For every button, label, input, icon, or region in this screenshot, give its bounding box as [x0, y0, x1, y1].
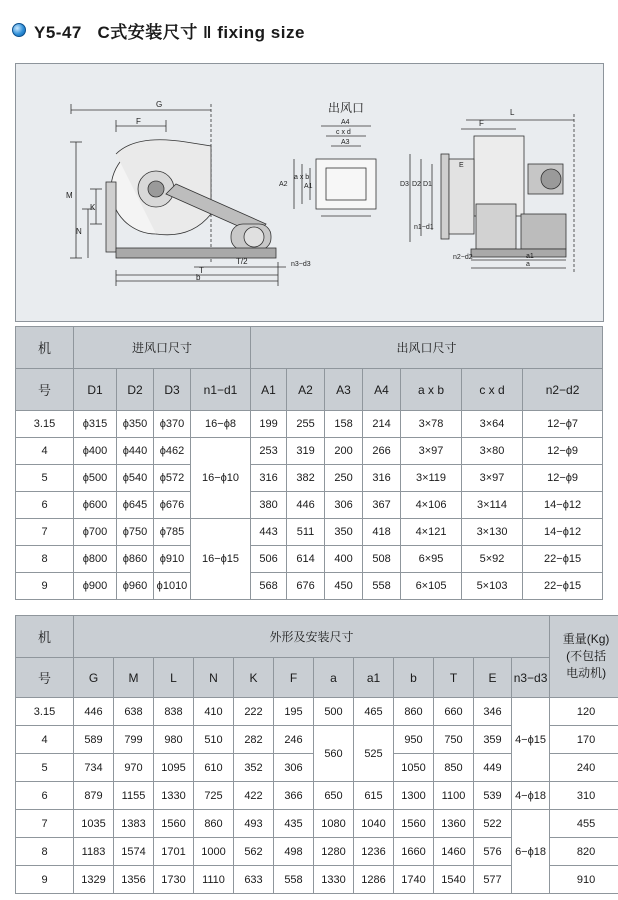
page-title: Y5-47 C式安装尺寸 ‖ fixing size — [34, 22, 305, 42]
cell-A3: 450 — [325, 573, 363, 600]
header-a: a — [314, 658, 354, 698]
header-a1: a1 — [354, 658, 394, 698]
cell-A3: 200 — [325, 438, 363, 465]
cell-no: 7 — [16, 810, 74, 838]
cell-b: 1560 — [394, 810, 434, 838]
dim-G-label: G — [156, 100, 163, 109]
dim-L-label: L — [510, 108, 515, 117]
cell-cxd: 5×103 — [462, 573, 523, 600]
cell-F: 558 — [274, 866, 314, 894]
cell-n2d2: 14−ϕ12 — [523, 519, 603, 546]
cell-D3: ϕ572 — [154, 465, 191, 492]
table-row — [16, 519, 603, 546]
cell-A3: 400 — [325, 546, 363, 573]
cell-no: 9 — [16, 866, 74, 894]
cell-cxd: 3×64 — [462, 411, 523, 438]
cell-A2: 614 — [287, 546, 325, 573]
table-row — [16, 573, 603, 600]
header-G: G — [74, 658, 114, 698]
cell-n2d2: 12−ϕ7 — [523, 411, 603, 438]
overall-installation-dimensions-table — [15, 615, 618, 894]
cell-K: 222 — [234, 698, 274, 726]
cell-weight: 910 — [550, 866, 618, 894]
cell-K: 352 — [234, 754, 274, 782]
dim-D2-label: D2 — [412, 181, 421, 188]
dim-b-label: b — [196, 273, 201, 282]
cell-a: 1280 — [314, 838, 354, 866]
cell-D1: ϕ800 — [74, 546, 117, 573]
cell-D3: ϕ910 — [154, 546, 191, 573]
cell-M: 970 — [114, 754, 154, 782]
dim-n2d2-label: n2−d2 — [453, 254, 473, 261]
dim-cxd-label: c x d — [336, 129, 351, 136]
cell-A2: 255 — [287, 411, 325, 438]
cell-a1-merged: 525 — [354, 726, 394, 782]
cell-axb: 3×97 — [401, 438, 462, 465]
header-weight-line3: 电动机) — [566, 666, 607, 680]
cell-A3: 158 — [325, 411, 363, 438]
cell-cxd: 3×80 — [462, 438, 523, 465]
header-n3d3: n3−d3 — [512, 658, 550, 698]
cell-G: 1329 — [74, 866, 114, 894]
cell-b: 1300 — [394, 782, 434, 810]
cell-E: 522 — [474, 810, 512, 838]
cell-D3: ϕ462 — [154, 438, 191, 465]
cell-A2: 319 — [287, 438, 325, 465]
fan-drawing — [16, 64, 603, 321]
cell-n2d2: 12−ϕ9 — [523, 438, 603, 465]
header-weight-line1: 重量(Kg) — [562, 632, 610, 646]
cell-b: 1050 — [394, 754, 434, 782]
dim-T2-label: T/2 — [236, 257, 248, 266]
cell-weight: 120 — [550, 698, 618, 726]
cell-a1: 465 — [354, 698, 394, 726]
cell-A4: 508 — [363, 546, 401, 573]
cell-A4: 367 — [363, 492, 401, 519]
cell-K: 633 — [234, 866, 274, 894]
header-dims-group: 外形及安装尺寸 — [74, 616, 550, 658]
cell-n3d3-merged: 6−ϕ18 — [512, 810, 550, 894]
dim-F2-label: F — [479, 119, 484, 128]
cell-no: 9 — [16, 573, 74, 600]
cell-F: 195 — [274, 698, 314, 726]
cell-a-merged: 560 — [314, 726, 354, 782]
cell-M: 799 — [114, 726, 154, 754]
cell-T: 1360 — [434, 810, 474, 838]
cell-A1: 253 — [251, 438, 287, 465]
cell-N: 860 — [194, 810, 234, 838]
table-row — [16, 782, 618, 810]
cell-F: 366 — [274, 782, 314, 810]
cell-A3: 250 — [325, 465, 363, 492]
cell-cxd: 3×130 — [462, 519, 523, 546]
cell-N: 1000 — [194, 838, 234, 866]
dim-T-label: T — [199, 266, 204, 275]
header-A1: A1 — [251, 369, 287, 411]
cell-M: 1383 — [114, 810, 154, 838]
cell-K: 562 — [234, 838, 274, 866]
cell-no: 4 — [16, 726, 74, 754]
dim-A2-label: A2 — [279, 181, 288, 188]
cell-axb: 6×95 — [401, 546, 462, 573]
cell-E: 577 — [474, 866, 512, 894]
cell-L: 1701 — [154, 838, 194, 866]
table-row — [16, 810, 618, 838]
cell-n2d2: 22−ϕ15 — [523, 573, 603, 600]
cell-L: 838 — [154, 698, 194, 726]
header-A3: A3 — [325, 369, 363, 411]
cell-A1: 506 — [251, 546, 287, 573]
header-machine-no-top: 机 — [16, 616, 74, 658]
cell-A1: 316 — [251, 465, 287, 492]
cell-b: 1660 — [394, 838, 434, 866]
cell-A1: 380 — [251, 492, 287, 519]
dim-A1-label: A1 — [304, 183, 313, 190]
header-E: E — [474, 658, 512, 698]
cell-cxd: 3×114 — [462, 492, 523, 519]
table-row — [16, 546, 603, 573]
cell-D3: ϕ370 — [154, 411, 191, 438]
cell-D1: ϕ400 — [74, 438, 117, 465]
header-K: K — [234, 658, 274, 698]
dim-K-label: K — [90, 203, 96, 212]
bullet-icon — [12, 23, 26, 37]
cell-no: 6 — [16, 782, 74, 810]
cell-G: 589 — [74, 726, 114, 754]
cell-a: 650 — [314, 782, 354, 810]
cell-L: 1330 — [154, 782, 194, 810]
dim-A3-label: A3 — [341, 139, 350, 146]
cell-n1d1: 16−ϕ8 — [191, 411, 251, 438]
cell-D1: ϕ500 — [74, 465, 117, 492]
cell-D1: ϕ900 — [74, 573, 117, 600]
table-row — [16, 698, 618, 726]
cell-D2: ϕ540 — [117, 465, 154, 492]
cell-T: 850 — [434, 754, 474, 782]
cell-N: 410 — [194, 698, 234, 726]
cell-A1: 568 — [251, 573, 287, 600]
cell-D2: ϕ350 — [117, 411, 154, 438]
header-n1d1: n1−d1 — [191, 369, 251, 411]
cell-n3d3-merged: 4−ϕ15 — [512, 698, 550, 782]
cell-a1: 1040 — [354, 810, 394, 838]
header-machine-no-bottom: 号 — [16, 658, 74, 698]
header-b: b — [394, 658, 434, 698]
cell-M: 1155 — [114, 782, 154, 810]
cell-M: 1574 — [114, 838, 154, 866]
cell-D3: ϕ785 — [154, 519, 191, 546]
page-header — [12, 18, 305, 42]
cell-L: 1095 — [154, 754, 194, 782]
cell-no: 3.15 — [16, 411, 74, 438]
header-T: T — [434, 658, 474, 698]
cell-F: 498 — [274, 838, 314, 866]
cell-D3: ϕ1010 — [154, 573, 191, 600]
dim-M-label: M — [66, 191, 73, 200]
cell-b: 860 — [394, 698, 434, 726]
cell-E: 449 — [474, 754, 512, 782]
header-F: F — [274, 658, 314, 698]
dim-a-label: a — [526, 261, 530, 268]
cell-a1: 1236 — [354, 838, 394, 866]
dim-F-label: F — [136, 117, 141, 126]
cell-A2: 382 — [287, 465, 325, 492]
header-D1: D1 — [74, 369, 117, 411]
header-A2: A2 — [287, 369, 325, 411]
cell-N: 725 — [194, 782, 234, 810]
cell-T: 660 — [434, 698, 474, 726]
cell-D2: ϕ750 — [117, 519, 154, 546]
cell-weight: 170 — [550, 726, 618, 754]
cell-L: 980 — [154, 726, 194, 754]
cell-b: 1740 — [394, 866, 434, 894]
cell-A1: 199 — [251, 411, 287, 438]
cell-no: 8 — [16, 546, 74, 573]
cell-E: 576 — [474, 838, 512, 866]
cell-N: 610 — [194, 754, 234, 782]
cell-no: 6 — [16, 492, 74, 519]
cell-T: 1540 — [434, 866, 474, 894]
cell-no: 8 — [16, 838, 74, 866]
cell-axb: 4×106 — [401, 492, 462, 519]
cell-A4: 214 — [363, 411, 401, 438]
cell-M: 1356 — [114, 866, 154, 894]
dim-E-label: E — [459, 162, 464, 169]
cell-T: 1460 — [434, 838, 474, 866]
header-M: M — [114, 658, 154, 698]
cell-axb: 6×105 — [401, 573, 462, 600]
dim-axb-label: a x b — [294, 174, 310, 181]
cell-G: 734 — [74, 754, 114, 782]
cell-L: 1560 — [154, 810, 194, 838]
cell-weight: 820 — [550, 838, 618, 866]
header-machine-no-bottom: 号 — [16, 369, 74, 411]
cell-no: 3.15 — [16, 698, 74, 726]
header-cxd: c x d — [462, 369, 523, 411]
cell-weight: 455 — [550, 810, 618, 838]
header-machine-no-top: 机 — [16, 327, 74, 369]
cell-A4: 266 — [363, 438, 401, 465]
cell-a: 1080 — [314, 810, 354, 838]
cell-D2: ϕ645 — [117, 492, 154, 519]
header-weight — [550, 616, 618, 698]
header-A4: A4 — [363, 369, 401, 411]
table-row — [16, 492, 603, 519]
cell-n2d2: 14−ϕ12 — [523, 492, 603, 519]
cell-A2: 446 — [287, 492, 325, 519]
header-inlet-group: 进风口尺寸 — [74, 327, 251, 369]
cell-G: 879 — [74, 782, 114, 810]
cell-A3: 350 — [325, 519, 363, 546]
table-row — [16, 465, 603, 492]
cell-N: 1110 — [194, 866, 234, 894]
cell-n3d3: 4−ϕ18 — [512, 782, 550, 810]
cell-A2: 676 — [287, 573, 325, 600]
cell-A1: 443 — [251, 519, 287, 546]
cell-K: 422 — [234, 782, 274, 810]
cell-no: 5 — [16, 465, 74, 492]
header-D2: D2 — [117, 369, 154, 411]
cell-n2d2: 12−ϕ9 — [523, 465, 603, 492]
dim-D3-label: D3 — [400, 181, 409, 188]
cell-a1: 615 — [354, 782, 394, 810]
header-n2d2: n2−d2 — [523, 369, 603, 411]
cell-a1: 1286 — [354, 866, 394, 894]
cell-D2: ϕ440 — [117, 438, 154, 465]
header-axb: a x b — [401, 369, 462, 411]
cell-weight: 240 — [550, 754, 618, 782]
cell-A4: 558 — [363, 573, 401, 600]
table-row — [16, 411, 603, 438]
cell-D1: ϕ700 — [74, 519, 117, 546]
cell-T: 750 — [434, 726, 474, 754]
cell-D1: ϕ315 — [74, 411, 117, 438]
cell-a: 500 — [314, 698, 354, 726]
cell-no: 7 — [16, 519, 74, 546]
cell-M: 638 — [114, 698, 154, 726]
dim-a1-label: a1 — [526, 253, 534, 260]
cell-T: 1100 — [434, 782, 474, 810]
cell-L: 1730 — [154, 866, 194, 894]
cell-G: 1183 — [74, 838, 114, 866]
cell-G: 446 — [74, 698, 114, 726]
cell-F: 435 — [274, 810, 314, 838]
dim-n1d1-label: n1−d1 — [414, 224, 434, 231]
cell-n2d2: 22−ϕ15 — [523, 546, 603, 573]
cell-A3: 306 — [325, 492, 363, 519]
cell-weight: 310 — [550, 782, 618, 810]
dim-N-label: N — [76, 227, 82, 236]
cell-no: 4 — [16, 438, 74, 465]
dim-A4-label: A4 — [341, 119, 350, 126]
cell-D2: ϕ860 — [117, 546, 154, 573]
header-N: N — [194, 658, 234, 698]
technical-drawing — [15, 63, 604, 322]
cell-b: 950 — [394, 726, 434, 754]
cell-E: 359 — [474, 726, 512, 754]
cell-n1d1-merged: 16−ϕ10 — [191, 438, 251, 519]
cell-n1d1-merged: 16−ϕ15 — [191, 519, 251, 600]
cell-N: 510 — [194, 726, 234, 754]
cell-no: 5 — [16, 754, 74, 782]
cell-axb: 3×78 — [401, 411, 462, 438]
cell-cxd: 5×92 — [462, 546, 523, 573]
cell-axb: 3×119 — [401, 465, 462, 492]
cell-D3: ϕ676 — [154, 492, 191, 519]
cell-K: 282 — [234, 726, 274, 754]
dim-n3d3-label: n3−d3 — [291, 261, 311, 268]
cell-F: 306 — [274, 754, 314, 782]
header-L: L — [154, 658, 194, 698]
cell-K: 493 — [234, 810, 274, 838]
cell-A4: 316 — [363, 465, 401, 492]
cell-E: 539 — [474, 782, 512, 810]
cell-cxd: 3×97 — [462, 465, 523, 492]
cell-A4: 418 — [363, 519, 401, 546]
header-D3: D3 — [154, 369, 191, 411]
table-row — [16, 438, 603, 465]
outlet-label: 出风口 — [328, 101, 365, 115]
header-weight-line2: (不包括 — [566, 649, 607, 663]
cell-E: 346 — [474, 698, 512, 726]
cell-axb: 4×121 — [401, 519, 462, 546]
dim-D1-label: D1 — [423, 181, 432, 188]
cell-D2: ϕ960 — [117, 573, 154, 600]
cell-G: 1035 — [74, 810, 114, 838]
cell-a: 1330 — [314, 866, 354, 894]
cell-A2: 511 — [287, 519, 325, 546]
cell-F: 246 — [274, 726, 314, 754]
header-outlet-group: 出风口尺寸 — [251, 327, 603, 369]
inlet-outlet-dimensions-table — [15, 326, 603, 600]
cell-D1: ϕ600 — [74, 492, 117, 519]
